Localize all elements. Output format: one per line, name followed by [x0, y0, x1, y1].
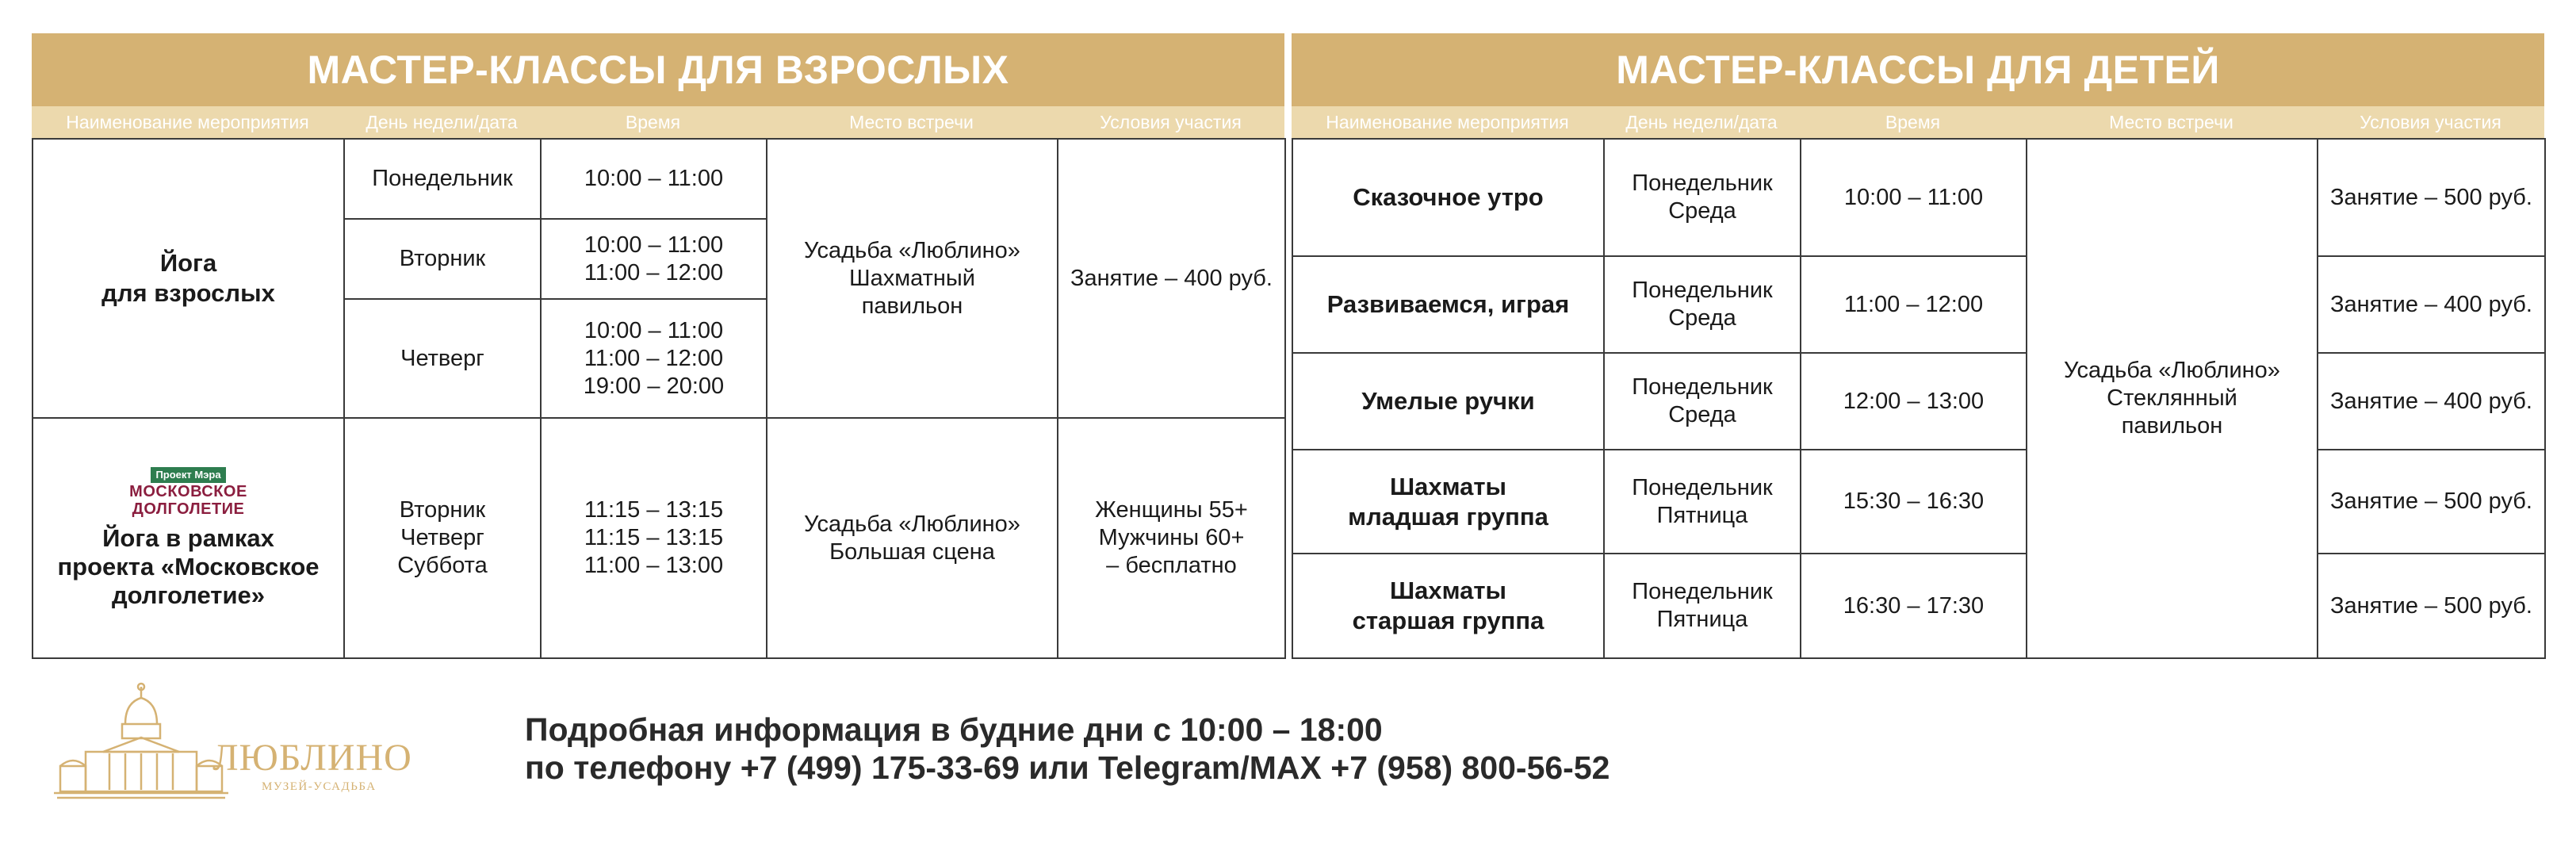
table-row: [1292, 554, 2545, 658]
header-conditions: Условия участия: [1100, 111, 1242, 132]
adults-title: МАСТЕР-КЛАССЫ ДЛЯ ВЗРОСЛЫХ: [32, 33, 1284, 106]
conditions-cell: Женщины 55+ Мужчины 60+ – бесплатно: [1058, 418, 1285, 658]
adults-panel: [32, 33, 1284, 659]
place-cell: Усадьба «Люблино» Шахматный павильон: [767, 139, 1058, 418]
contact-info: [525, 711, 1610, 787]
event-name-longevity: [33, 418, 344, 658]
day-cell: Четверг: [344, 299, 541, 418]
header-event-name: Наименование мероприятия: [66, 111, 309, 132]
kids-panel: [1292, 33, 2544, 659]
event-name-label: Йога в рамках проекта «Московское долголетие»: [57, 523, 320, 609]
day-cell: Понедельник Пятница: [1604, 450, 1801, 554]
lyublino-museum-logo: [54, 680, 434, 807]
header-time: Время: [1885, 111, 1941, 132]
header-conditions: Условия участия: [2360, 111, 2501, 132]
logo-line: МОСКОВСКОЕ: [129, 482, 247, 500]
header-place: Место встречи: [849, 111, 974, 132]
moscow-longevity-logo: [38, 467, 339, 518]
price-cell: Занятие – 400 руб.: [2318, 353, 2545, 450]
info-line: по телефону +7 (499) 175-33-69 или Telegram/MAX +7 (958) 800-56-52: [525, 749, 1610, 786]
time-cell: 10:00 – 11:00 11:00 – 12:00: [541, 219, 767, 299]
day-cell: Вторник Четверг Суббота: [344, 418, 541, 658]
place-cell: Усадьба «Люблино» Большая сцена: [767, 418, 1058, 658]
table-row: [1292, 139, 2545, 256]
kids-header-row: [1292, 106, 2544, 138]
header-day: День недели/дата: [1625, 111, 1778, 132]
table-row: [1292, 450, 2545, 554]
day-cell: Понедельник: [344, 139, 541, 219]
price-cell: Занятие – 500 руб.: [2318, 139, 2545, 256]
day-cell: Понедельник Пятница: [1604, 554, 1801, 658]
kids-schedule-table: [1292, 138, 2546, 659]
day-cell: Понедельник Среда: [1604, 256, 1801, 353]
adults-schedule-table: [32, 138, 1286, 659]
event-name: Сказочное утро: [1292, 139, 1604, 256]
kids-title: МАСТЕР-КЛАССЫ ДЛЯ ДЕТЕЙ: [1292, 33, 2544, 106]
day-cell: Понедельник Среда: [1604, 353, 1801, 450]
logo-title: ЛЮБЛИНО: [212, 737, 412, 779]
time-cell: 11:00 – 12:00: [1801, 256, 2027, 353]
time-cell: 16:30 – 17:30: [1801, 554, 2027, 658]
time-cell: 10:00 – 11:00 11:00 – 12:00 19:00 – 20:00: [541, 299, 767, 418]
place-cell: Усадьба «Люблино» Стеклянный павильон: [2027, 139, 2318, 658]
time-cell: 12:00 – 13:00: [1801, 353, 2027, 450]
header-day: День недели/дата: [366, 111, 518, 132]
info-line: Подробная информация в будние дни с 10:00 – 18:00: [525, 711, 1383, 748]
table-row: [1292, 353, 2545, 450]
day-cell: Вторник: [344, 219, 541, 299]
event-name: Развиваемся, играя: [1292, 256, 1604, 353]
price-cell: Занятие – 400 руб.: [1058, 139, 1285, 418]
table-row: [33, 418, 1285, 658]
time-cell: 11:15 – 13:15 11:15 – 13:15 11:00 – 13:00: [541, 418, 767, 658]
price-cell: Занятие – 400 руб.: [2318, 256, 2545, 353]
time-cell: 10:00 – 11:00: [541, 139, 767, 219]
event-name: Умелые ручки: [1292, 353, 1604, 450]
event-name-yoga: Йога для взрослых: [33, 139, 344, 418]
logo-line: ДОЛГОЛЕТИЕ: [132, 500, 245, 518]
header-event-name: Наименование мероприятия: [1326, 111, 1569, 132]
time-cell: 10:00 – 11:00: [1801, 139, 2027, 256]
day-cell: Понедельник Среда: [1604, 139, 1801, 256]
header-time: Время: [625, 111, 681, 132]
adults-header-row: [32, 106, 1284, 138]
table-row: [33, 139, 1285, 219]
table-row: [1292, 256, 2545, 353]
header-place: Место встречи: [2109, 111, 2233, 132]
event-name: Шахматы младшая группа: [1292, 450, 1604, 554]
event-name: Шахматы старшая группа: [1292, 554, 1604, 658]
logo-badge: Проект Мэра: [151, 467, 225, 483]
price-cell: Занятие – 500 руб.: [2318, 450, 2545, 554]
price-cell: Занятие – 500 руб.: [2318, 554, 2545, 658]
time-cell: 15:30 – 16:30: [1801, 450, 2027, 554]
logo-subtitle: МУЗЕЙ-УСАДЬБА: [262, 780, 377, 793]
